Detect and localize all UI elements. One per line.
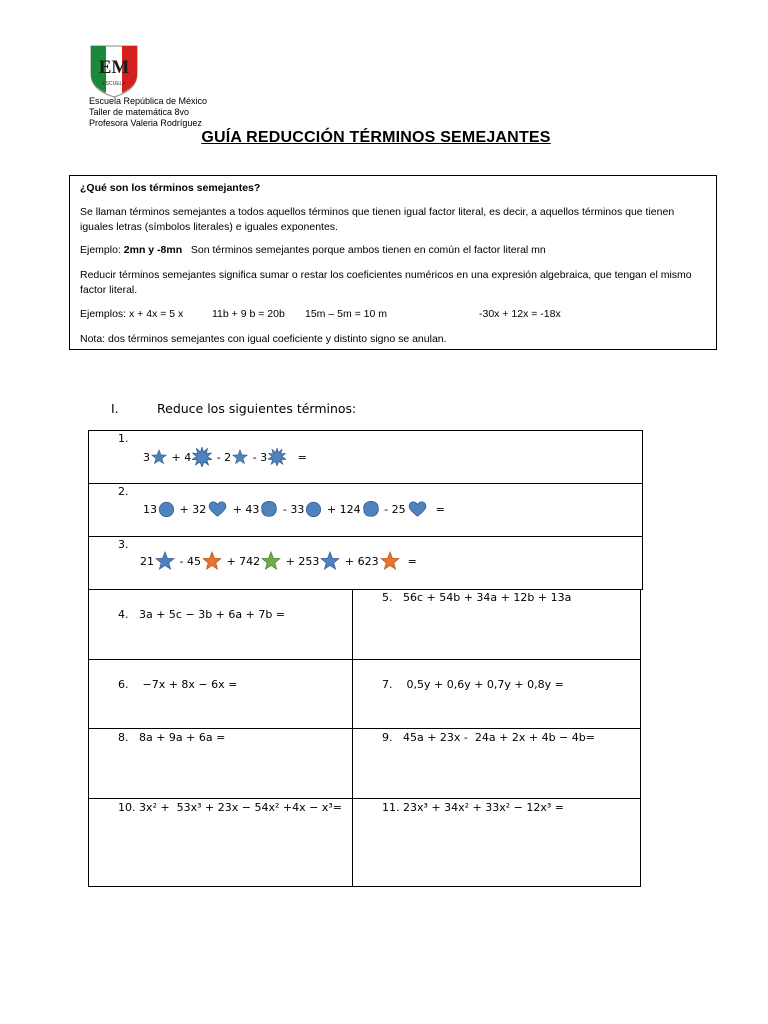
definition-box	[69, 175, 717, 350]
box-definition: Se llaman términos semejantes a todos aquellos términos que tienen igual factor literal, es decir, a aquellos términos que tienen iguales letras (símbolos literales) e iguales exponentes.	[80, 206, 675, 233]
school-logo	[89, 44, 139, 98]
exercise-10: 10. 3x² + 53x³ + 23x − 54x² +4x − x³=	[118, 801, 342, 814]
blue-star-icon	[320, 551, 340, 571]
blue-star-icon	[151, 449, 167, 465]
exercise-1-number: 1.	[118, 432, 129, 445]
blue-heart-icon	[407, 500, 428, 518]
workshop-name: Taller de matemática 8vo	[89, 107, 190, 117]
orange-star-icon	[380, 551, 400, 571]
orange-star-icon	[202, 551, 222, 571]
exercise-2-expression: 13 + 32 + 43 - 33 + 124 - 25 =	[143, 500, 445, 518]
exercise-3-number: 3.	[118, 538, 129, 551]
exercise-9: 9. 45a + 23x - 24a + 2x + 4b − 4b=	[382, 731, 595, 744]
blue-circle-icon	[158, 501, 175, 518]
box-question: ¿Qué son los términos semejantes?	[80, 182, 261, 194]
exercise-6: 6. −7x + 8x − 6x =	[118, 678, 238, 691]
blue-star-icon	[232, 449, 248, 465]
exercise-7: 7. 0,5y + 0,6y + 0,7y + 0,8y =	[382, 678, 564, 691]
exercise-4: 4. 3a + 5c − 3b + 6a + 7b =	[118, 608, 286, 621]
exercise-5: 5. 56c + 54b + 34a + 12b + 13a	[382, 591, 572, 604]
box-example-4: -30x + 12x = -18x	[479, 308, 561, 320]
box-reduce-text: Reducir términos semejantes significa sumar o restar los coeficientes numéricos en una expresión algebraica, que tengan el mismo factor literal.	[80, 269, 692, 296]
blue-heart-icon	[207, 500, 228, 518]
exercise-1-expression: 3 + 4 - 2 - 3 =	[143, 447, 307, 467]
blue-blob-icon	[362, 500, 380, 518]
blue-burst-icon	[268, 448, 286, 466]
exercise-3-expression: 21 - 45 + 742 + 253 + 623 =	[140, 551, 417, 571]
blue-blob-icon	[260, 500, 278, 518]
box-example-3: 15m – 5m = 10 m	[305, 308, 387, 320]
blue-burst-icon	[192, 447, 212, 467]
box-example: Ejemplo: 2mn y -8mn Son términos semejantes porque ambos tienen en común el factor literal mn	[80, 244, 546, 256]
exercise-11: 11. 23x³ + 34x² + 33x² − 12x³ =	[382, 801, 565, 814]
section-numeral: I.	[111, 401, 119, 416]
exercise-8: 8. 8a + 9a + 6a =	[118, 731, 226, 744]
exercise-2-number: 2.	[118, 485, 129, 498]
green-star-icon	[261, 551, 281, 571]
section-label: Reduce los siguientes términos:	[157, 401, 357, 416]
svg-text:ESCUELA: ESCUELA	[102, 81, 126, 87]
page-title: GUÍA REDUCCIÓN TÉRMINOS SEMEJANTES	[201, 129, 551, 146]
school-name: Escuela República de México	[89, 96, 208, 106]
teacher-name: Profesora Valeria Rodríguez	[89, 118, 202, 128]
blue-star-icon	[155, 551, 175, 571]
box-example-2: 11b + 9 b = 20b	[212, 308, 285, 320]
svg-text:EM: EM	[98, 57, 130, 78]
blue-circle-icon	[305, 501, 322, 518]
box-note: Nota: dos términos semejantes con igual coeficiente y distinto signo se anulan.	[80, 333, 447, 345]
box-examples: Ejemplos: x + 4x = 5 x	[80, 308, 184, 320]
